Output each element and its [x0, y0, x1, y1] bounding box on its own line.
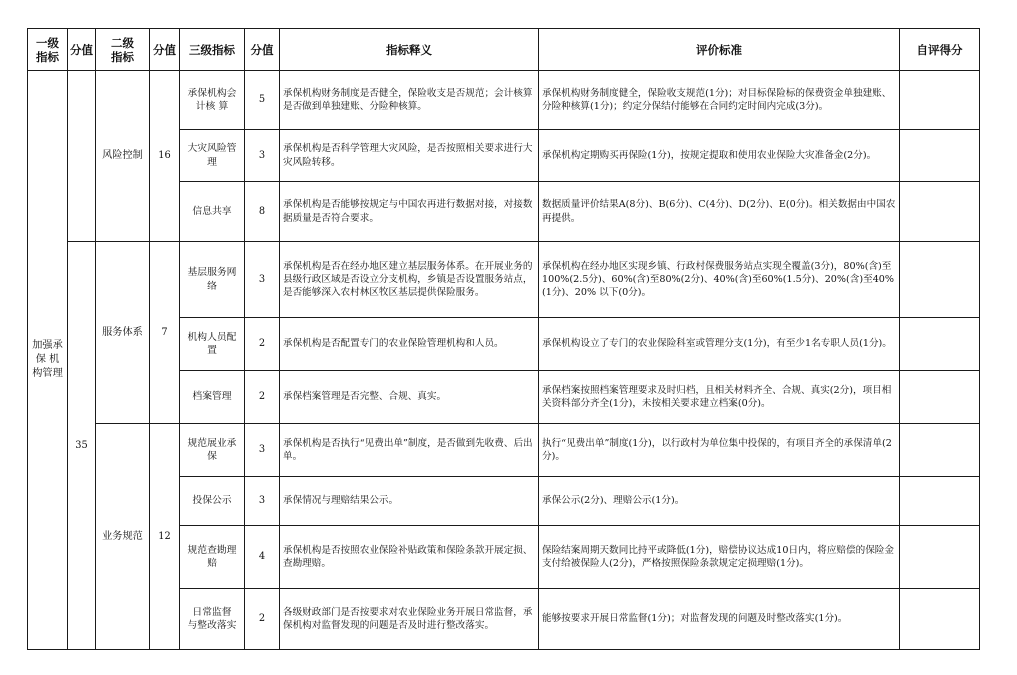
header-level1: 一级 指标	[28, 29, 68, 71]
level3-score: 3	[245, 130, 280, 182]
table-row	[28, 424, 980, 477]
indicator-definition: 承保情况与理赔结果公示。	[280, 477, 539, 526]
self-score-cell[interactable]	[900, 182, 980, 242]
table-row	[28, 71, 980, 130]
level3-indicator: 档案管理	[180, 371, 245, 424]
level2-indicator: 服务体系	[96, 242, 150, 424]
indicator-definition: 承保机构是否能够按规定与中国农再进行数据对接，对接数据质量是否符合要求。	[280, 182, 539, 242]
level2-score: 7	[150, 242, 180, 424]
level3-indicator: 信息共享	[180, 182, 245, 242]
indicator-definition: 各级财政部门是否按要求对农业保险业务开展日常监督，承保机构对监督发现的问题是否及时进行整改落实。	[280, 589, 539, 650]
self-score-cell[interactable]	[900, 242, 980, 318]
evaluation-criteria: 承保机构财务制度健全，保险收支规范(1分)；对目标保险标的保费资金单独建账、分险种核算(1分)；约定分保结付能够在合同约定时间内完成(3分)。	[539, 71, 900, 130]
indicator-definition: 承保档案管理是否完整、合规、真实。	[280, 371, 539, 424]
header-criteria: 评价标准	[539, 29, 900, 71]
level3-score: 5	[245, 71, 280, 130]
level3-score: 2	[245, 318, 280, 371]
evaluation-criteria: 承保机构设立了专门的农业保险科室或管理分支(1分)，有至少1名专职人员(1分)。	[539, 318, 900, 371]
level3-score: 3	[245, 477, 280, 526]
level2-indicator: 风险控制	[96, 71, 150, 242]
evaluation-table	[27, 28, 980, 650]
level3-indicator: 承保机构会 计核 算	[180, 71, 245, 130]
self-score-cell[interactable]	[900, 526, 980, 589]
evaluation-criteria: 执行“见费出单”制度(1分)，以行政村为单位集中投保的，有项目齐全的承保清单(2分)。	[539, 424, 900, 477]
indicator-definition: 承保机构是否按照农业保险补贴政策和保险条款开展定损、查勘理赔。	[280, 526, 539, 589]
level3-indicator: 规范展业承 保	[180, 424, 245, 477]
evaluation-criteria: 承保公示(2分)、理赔公示(1分)。	[539, 477, 900, 526]
header-definition: 指标释义	[280, 29, 539, 71]
header-self-score: 自评得分	[900, 29, 980, 71]
level3-score: 3	[245, 424, 280, 477]
level3-score: 2	[245, 589, 280, 650]
self-score-cell[interactable]	[900, 371, 980, 424]
self-score-cell[interactable]	[900, 424, 980, 477]
header-level3: 三级指标	[180, 29, 245, 71]
header-level2: 二级 指标	[96, 29, 150, 71]
level2-score: 16	[150, 71, 180, 242]
table-row	[28, 242, 980, 318]
level3-indicator: 基层服务网 络	[180, 242, 245, 318]
evaluation-criteria: 承保机构在经办地区实现乡镇、行政村保费服务站点实现全覆盖(3分)，80%(含)至 100%(2.5分)、60%(含)至80%(2分)、40%(含)至60%(1.5分)、20%(含)至40%(1分)、20% 以下(0分)。	[539, 242, 900, 318]
indicator-definition: 承保机构财务制度是否健全，保险收支是否规范；会计核算是否做到单独建账、分险种核算。	[280, 71, 539, 130]
indicator-definition: 承保机构是否在经办地区建立基层服务体系。在开展业务的县级行政区域是否设立分支机构，乡镇是否设置服务站点，是否能够深入农村林区牧区基层提供保险服务。	[280, 242, 539, 318]
evaluation-criteria: 数据质量评价结果A(8分)、B(6分)、C(4分)、D(2分)、E(0分)。相关数据由中国农再提供。	[539, 182, 900, 242]
level3-indicator: 投保公示	[180, 477, 245, 526]
evaluation-criteria: 能够按要求开展日常监督(1分)；对监督发现的问题及时整改落实(1分)。	[539, 589, 900, 650]
level3-score: 2	[245, 371, 280, 424]
self-score-cell[interactable]	[900, 130, 980, 182]
level1-indicator: 加强承 保 机 构管理	[28, 71, 68, 650]
evaluation-table-container	[27, 28, 980, 650]
self-score-cell[interactable]	[900, 477, 980, 526]
level3-indicator: 机构人员配 置	[180, 318, 245, 371]
header-row	[28, 29, 980, 71]
indicator-definition: 承保机构是否执行“见费出单”制度，是否做到先收费、后出单。	[280, 424, 539, 477]
level2-indicator: 业务规范	[96, 424, 150, 650]
evaluation-criteria: 承保机构定期购买再保险(1分)，按规定提取和使用农业保险大灾准备金(2分)。	[539, 130, 900, 182]
level1-score: 35	[68, 242, 96, 650]
evaluation-criteria: 保险结案周期天数同比持平或降低(1分)，赔偿协议达成10日内，将应赔偿的保险金支付给被保险人(2分)，严格按照保险条款规定定损理赔(1分)。	[539, 526, 900, 589]
self-score-cell[interactable]	[900, 589, 980, 650]
level2-score: 12	[150, 424, 180, 650]
header-score2: 分值	[150, 29, 180, 71]
level3-indicator: 日常监督 与整改落实	[180, 589, 245, 650]
level3-score: 8	[245, 182, 280, 242]
level3-indicator: 规范查勘理 赔	[180, 526, 245, 589]
evaluation-criteria: 承保档案按照档案管理要求及时归档，且相关材料齐全、合规、真实(2分)，项目相关资料部分齐全(1分)，未按相关要求建立档案(0分)。	[539, 371, 900, 424]
header-score1: 分值	[68, 29, 96, 71]
level3-score: 4	[245, 526, 280, 589]
self-score-cell[interactable]	[900, 71, 980, 130]
self-score-cell[interactable]	[900, 318, 980, 371]
header-score3: 分值	[245, 29, 280, 71]
indicator-definition: 承保机构是否科学管理大灾风险，是否按照相关要求进行大灾风险转移。	[280, 130, 539, 182]
level1-score-cell-empty	[68, 71, 96, 242]
level3-indicator: 大灾风险管 理	[180, 130, 245, 182]
indicator-definition: 承保机构是否配置专门的农业保险管理机构和人员。	[280, 318, 539, 371]
level3-score: 3	[245, 242, 280, 318]
